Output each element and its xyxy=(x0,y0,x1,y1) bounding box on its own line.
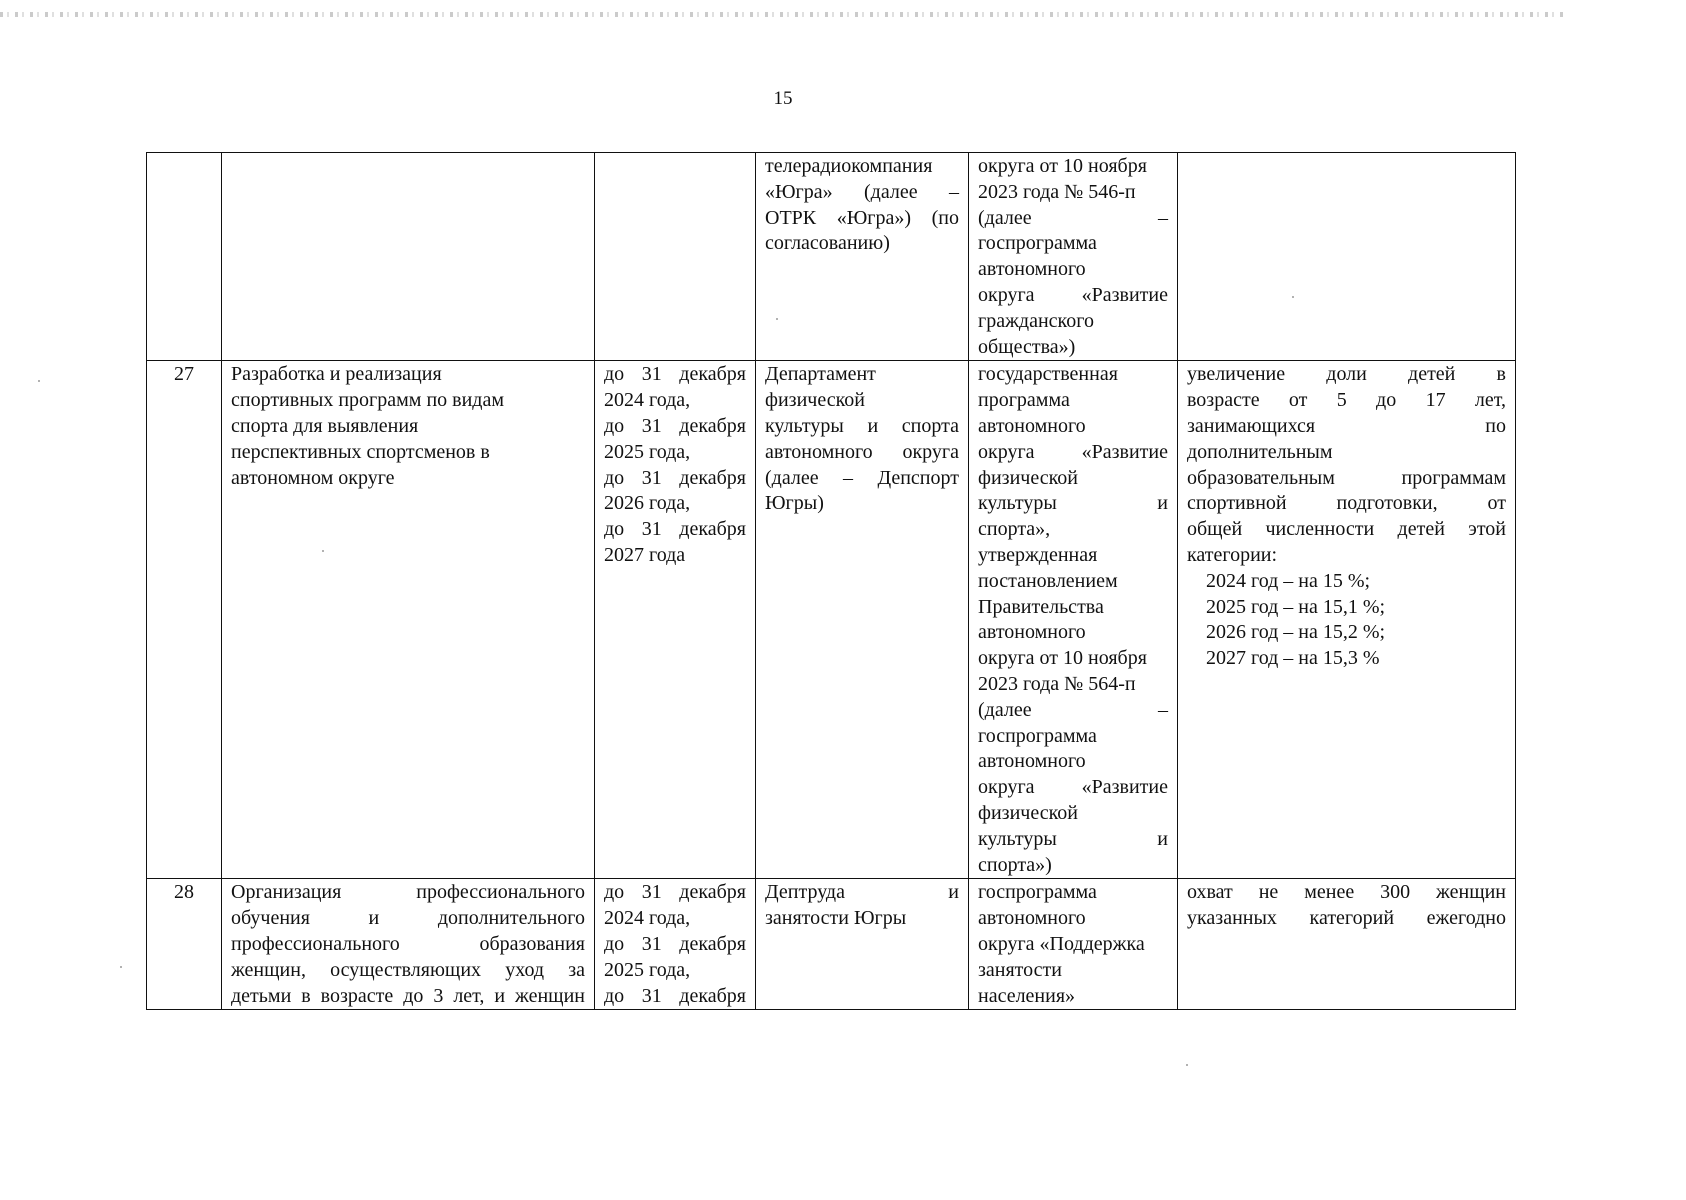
basis-line: общества») xyxy=(978,335,1076,358)
measure-line: обучения и дополнительного xyxy=(231,907,585,930)
result-line: образовательным программам xyxy=(1187,466,1506,489)
basis-cell xyxy=(969,879,1178,1010)
basis-line: спорта», xyxy=(978,518,1051,541)
executor-line: согласованию) xyxy=(765,232,890,255)
scan-speck xyxy=(120,966,122,968)
deadline-line: до 31 декабря xyxy=(604,984,746,1007)
deadline-line: до 31 декабря xyxy=(604,518,746,541)
executor-line: Департамент xyxy=(765,363,876,386)
deadline-line: 2026 года, xyxy=(604,492,691,515)
basis-line: округа «Развитие xyxy=(978,440,1168,463)
basis-line: занятости xyxy=(978,958,1062,981)
deadline-line: 2025 года, xyxy=(604,440,691,463)
deadline-line: 2024 года, xyxy=(604,907,691,930)
executor-cell xyxy=(756,879,969,1010)
basis-line: государственная xyxy=(978,363,1118,386)
deadline-cell xyxy=(595,879,756,1010)
table-row xyxy=(147,361,1516,879)
deadline-line: до 31 декабря xyxy=(604,932,746,955)
scan-edge-noise xyxy=(0,12,1566,17)
result-line: категории: xyxy=(1187,543,1278,566)
result-line: общей численности детей этой xyxy=(1187,518,1506,541)
deadline-cell xyxy=(595,153,756,361)
deadline-line: 2024 года, xyxy=(604,389,691,412)
basis-cell xyxy=(969,153,1178,361)
table-row xyxy=(147,879,1516,1010)
basis-line: автономного xyxy=(978,907,1086,930)
measure-line: профессионального образования xyxy=(231,932,585,955)
measures-table xyxy=(146,152,1516,1010)
deadline-line: 2025 года, xyxy=(604,958,691,981)
result-line: охват не менее 300 женщин xyxy=(1187,881,1506,904)
basis-line: постановлением xyxy=(978,569,1118,592)
result-line: возрасте от 5 до 17 лет, xyxy=(1187,389,1506,412)
executor-line: телерадиокомпания xyxy=(765,155,933,177)
basis-line: гражданского xyxy=(978,309,1094,332)
basis-line: физической xyxy=(978,801,1078,824)
basis-line: округа «Развитие xyxy=(978,776,1168,799)
measure-line: Организация профессионального xyxy=(231,881,585,904)
basis-line: культуры и xyxy=(978,492,1168,515)
basis-line: 2023 года № 564-п xyxy=(978,672,1136,695)
table-row xyxy=(147,153,1516,361)
executor-line: «Югра» (далее – xyxy=(765,180,959,203)
measure-cell xyxy=(222,361,595,879)
result-line: увеличение доли детей в xyxy=(1187,363,1506,386)
executor-line: Югры) xyxy=(765,492,824,515)
basis-line: автономного xyxy=(978,258,1086,281)
basis-line: округа от 10 ноября xyxy=(978,155,1147,177)
basis-line: округа «Развитие xyxy=(978,283,1168,306)
basis-line: (далее – xyxy=(978,698,1168,721)
executor-line: физической xyxy=(765,389,865,412)
executor-line: занятости Югры xyxy=(765,907,907,930)
basis-line: утвержденная xyxy=(978,543,1098,566)
executor-line: автономного округа xyxy=(765,440,959,463)
executor-cell xyxy=(756,153,969,361)
row-number-cell: 28 xyxy=(147,879,222,1010)
measure-line: детьми в возрасте до 3 лет, и женщин xyxy=(231,984,585,1007)
scan-speck xyxy=(38,380,40,382)
result-cell xyxy=(1178,361,1516,879)
measure-line: перспективных спортсменов в xyxy=(231,440,490,463)
deadline-line: до 31 декабря xyxy=(604,466,746,489)
basis-line: округа «Поддержка xyxy=(978,932,1145,955)
deadline-line: 2027 года xyxy=(604,543,686,566)
row-number-cell xyxy=(147,153,222,361)
deadline-line: до 31 декабря xyxy=(604,414,746,437)
scan-speck xyxy=(1186,1064,1188,1066)
executor-cell xyxy=(756,361,969,879)
measure-line: спорта для выявления xyxy=(231,414,419,437)
result-cell xyxy=(1178,153,1516,361)
basis-cell xyxy=(969,361,1178,879)
measure-line: Разработка и реализация xyxy=(231,363,442,386)
basis-line: (далее – xyxy=(978,206,1168,229)
basis-line: программа xyxy=(978,389,1070,412)
scan-speck xyxy=(1292,296,1294,298)
executor-line: (далее – Депспорт xyxy=(765,466,959,489)
measure-cell xyxy=(222,879,595,1010)
result-line: спортивной подготовки, от xyxy=(1187,492,1506,515)
basis-line: автономного xyxy=(978,414,1086,437)
basis-line: автономного xyxy=(978,621,1086,644)
measure-line: спортивных программ по видам xyxy=(231,389,504,412)
executor-line: Дептруда и xyxy=(765,881,959,904)
result-line: 2027 год – на 15,3 % xyxy=(1206,647,1380,670)
measure-line: женщин, осуществляющих уход за xyxy=(231,958,585,981)
scan-speck xyxy=(776,318,778,320)
deadline-line: до 31 декабря xyxy=(604,363,746,386)
basis-line: округа от 10 ноября xyxy=(978,647,1147,670)
result-line: занимающихся по xyxy=(1187,414,1506,437)
result-line: 2025 год – на 15,1 %; xyxy=(1206,595,1386,618)
basis-line: 2023 года № 546-п xyxy=(978,180,1136,203)
page-number: 15 xyxy=(773,88,793,109)
basis-line: физической xyxy=(978,466,1078,489)
deadline-cell xyxy=(595,361,756,879)
basis-line: Правительства xyxy=(978,595,1104,618)
basis-line: госпрограмма xyxy=(978,881,1097,904)
result-line: 2024 год – на 15 %; xyxy=(1206,569,1371,592)
result-line: дополнительным xyxy=(1187,440,1333,463)
result-line: 2026 год – на 15,2 %; xyxy=(1206,621,1386,644)
deadline-line: до 31 декабря xyxy=(604,881,746,904)
result-cell xyxy=(1178,879,1516,1010)
measure-line: автономном округе xyxy=(231,466,395,489)
basis-line: населения» xyxy=(978,984,1076,1007)
basis-line: госпрограмма xyxy=(978,232,1097,255)
row-number-cell: 27 xyxy=(147,361,222,879)
result-line: указанных категорий ежегодно xyxy=(1187,907,1506,930)
basis-line: спорта») xyxy=(978,853,1052,876)
scan-speck xyxy=(322,550,324,552)
basis-line: госпрограмма xyxy=(978,724,1097,747)
executor-line: культуры и спорта xyxy=(765,414,959,437)
basis-line: автономного xyxy=(978,750,1086,773)
basis-line: культуры и xyxy=(978,827,1168,850)
measure-cell xyxy=(222,153,595,361)
executor-line: ОТРК «Югра») (по xyxy=(765,206,959,229)
